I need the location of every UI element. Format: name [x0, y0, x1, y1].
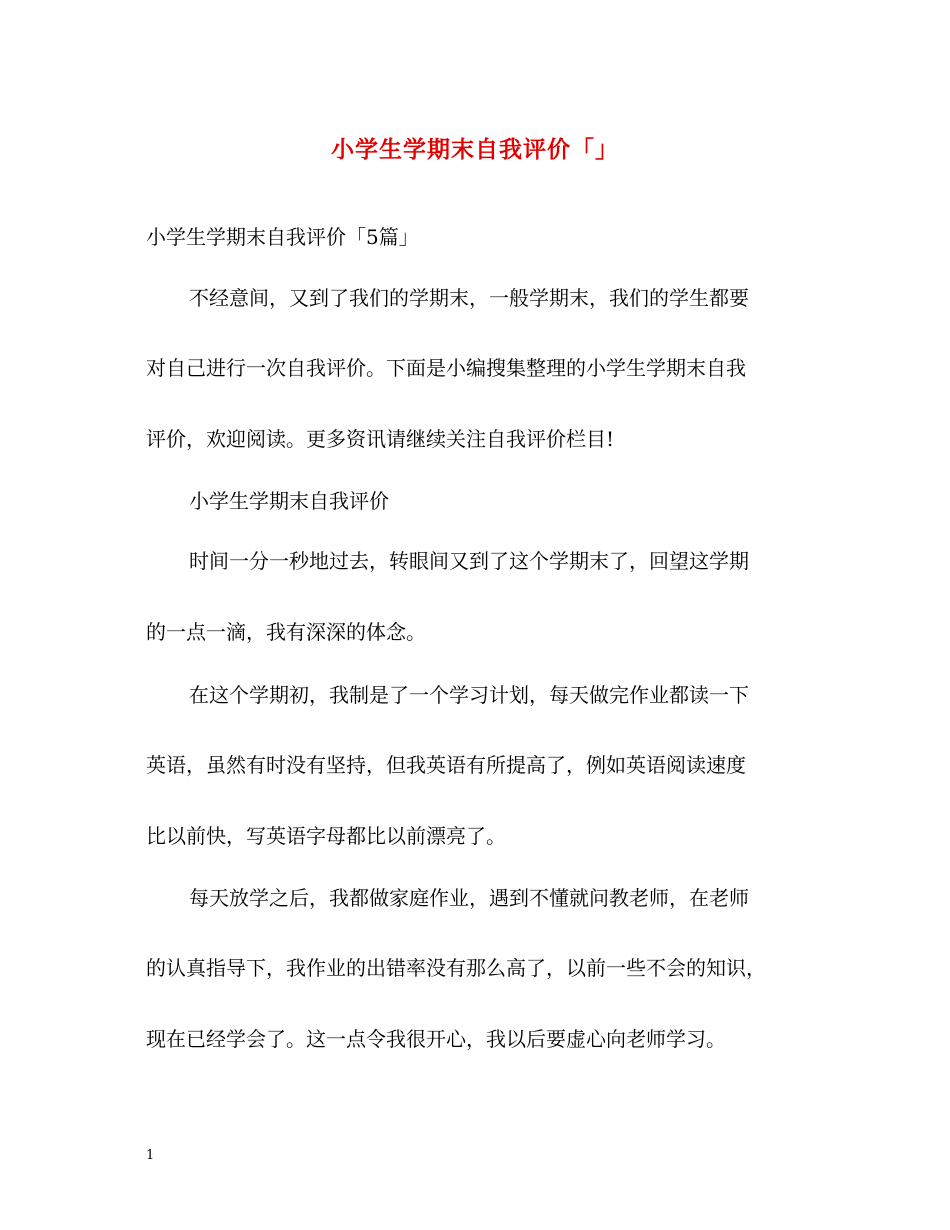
paragraph-line: 比以前快，写英语字母都比以前漂亮了。: [146, 824, 506, 848]
paragraph-line: 现在已经学会了。这一点令我很开心，我以后要虚心向老师学习。: [146, 1027, 726, 1051]
section-heading: 小学生学期末自我评价: [189, 489, 389, 513]
paragraph-line: 的认真指导下，我作业的出错率没有那么高了，以前一些不会的知识，: [146, 956, 766, 980]
paragraph-line: 英语，虽然有时没有坚持，但我英语有所提高了，例如英语阅读速度: [146, 753, 746, 777]
paragraph-line: 在这个学期初，我制是了一个学习计划，每天做完作业都读一下: [189, 683, 749, 707]
paragraph-line: 的一点一滴，我有深深的体念。: [146, 620, 426, 644]
subtitle-line: 小学生学期末自我评价「5篇」: [146, 225, 419, 249]
paragraph-line: 评价，欢迎阅读。更多资讯请继续关注自我评价栏目!: [146, 427, 615, 451]
paragraph-line: 对自己进行一次自我评价。下面是小编搜集整理的小学生学期末自我: [146, 356, 746, 380]
page-number: 1: [146, 1148, 155, 1163]
document-title: 小学生学期末自我评价「」: [331, 136, 619, 163]
paragraph-line: 时间一分一秒地过去，转眼间又到了这个学期末了，回望这学期: [189, 549, 749, 573]
paragraph-line: 每天放学之后，我都做家庭作业，遇到不懂就问教老师，在老师: [189, 886, 749, 910]
paragraph-line: 不经意间，又到了我们的学期末，一般学期末，我们的学生都要: [189, 286, 749, 310]
